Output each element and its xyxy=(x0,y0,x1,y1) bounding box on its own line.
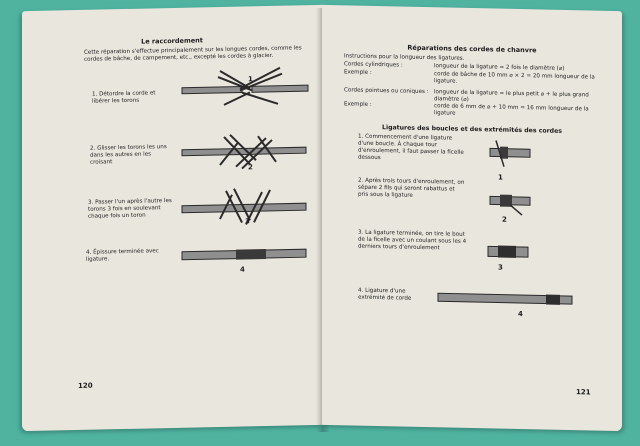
right-figure-4-number: 4 xyxy=(518,309,523,319)
left-page-intro: Cette réparation s'effectue principalement sur les longues cordes, comme les cordes de bâche, de campement, etc., excepté les cordes à glacier. xyxy=(84,45,302,63)
rope-untwist-illustration xyxy=(180,63,310,110)
left-figure-4-number: 4 xyxy=(240,265,245,274)
right-step-2-text: 2. Après trois tours d'enroulement, on sépare 2 fils qui seront rabattus et pris sous la ligature xyxy=(358,177,465,199)
right-figure-1-number: 1 xyxy=(498,173,503,182)
left-figure-2-number: 2 xyxy=(248,163,253,172)
left-step-3-text: 3. Passer l'un après l'autre les torons 3 fois en soulevant chaque fois un toron xyxy=(88,198,172,220)
left-page-title: Le raccordement xyxy=(141,36,203,46)
loop-ligature-wrap-illustration xyxy=(482,188,542,217)
right-figure-3-number: 3 xyxy=(498,263,503,272)
rope-end-ligature-illustration xyxy=(436,289,576,308)
right-page-title: Réparations des cordes de chanvre xyxy=(407,43,537,55)
ligature-row-3-value: longueur de la ligature = le plus petit ⌀ + le plus grand diamètre (⌀) xyxy=(434,89,589,103)
right-step-3-text: 3. La ligature terminée, on tire le bout de la ficelle avec un coulant sous les 4 derniers tours d'enroulement xyxy=(358,229,467,252)
right-page-subtitle: Ligatures des boucles et des extrémités des cordes xyxy=(382,124,562,135)
rope-finished-splice-illustration xyxy=(180,243,310,266)
right-page-instructions: Instructions pour la longueur des ligatures. xyxy=(344,53,465,62)
left-page xyxy=(22,5,322,431)
ligature-row-3-label: Cordes pointues ou coniques : xyxy=(344,87,429,96)
right-page xyxy=(322,5,622,431)
ligature-row-2-label: Exemple : xyxy=(344,69,372,76)
ligature-row-2-value: corde de bâche de 10 mm ⌀ × 2 = 20 mm longueur de la ligature. xyxy=(434,71,595,85)
left-page-number: 120 xyxy=(78,381,93,390)
open-booklet xyxy=(16,8,628,438)
rope-cross-strands-illustration xyxy=(180,127,310,174)
right-figure-2-number: 2 xyxy=(502,215,507,224)
right-step-1-text: 1. Commencement d'une ligature d'une boucle. À chaque tour d'enroulement, il faut passer la ficelle dessous xyxy=(358,133,464,162)
loop-ligature-finished-illustration xyxy=(482,242,542,263)
left-step-2-text: 2. Glisser les torons les uns dans les autres en les croisant xyxy=(90,144,167,166)
ligature-row-4-value: corde de 6 mm de ⌀ + 10 mm = 16 mm longueur de la ligature xyxy=(434,103,589,117)
left-figure-1-number: 1 xyxy=(248,75,253,84)
ligature-row-1-label: Cordes cylindriques : xyxy=(344,61,403,69)
left-figure-3-number: 3 xyxy=(245,217,250,226)
left-step-4-text: 4. Épissure terminée avec ligature. xyxy=(86,248,159,263)
ligature-row-4-label: Exemple : xyxy=(344,101,372,108)
left-step-1-text: 1. Détordre la corde et libérer les torons xyxy=(92,90,156,105)
right-page-number: 121 xyxy=(576,388,591,397)
right-step-4-text: 4. Ligature d'une extrémité de corde xyxy=(358,287,412,302)
ligature-row-1-value: longueur de la ligature = 2 fois le diamètre (⌀) xyxy=(434,63,565,72)
loop-ligature-start-illustration xyxy=(482,138,542,173)
